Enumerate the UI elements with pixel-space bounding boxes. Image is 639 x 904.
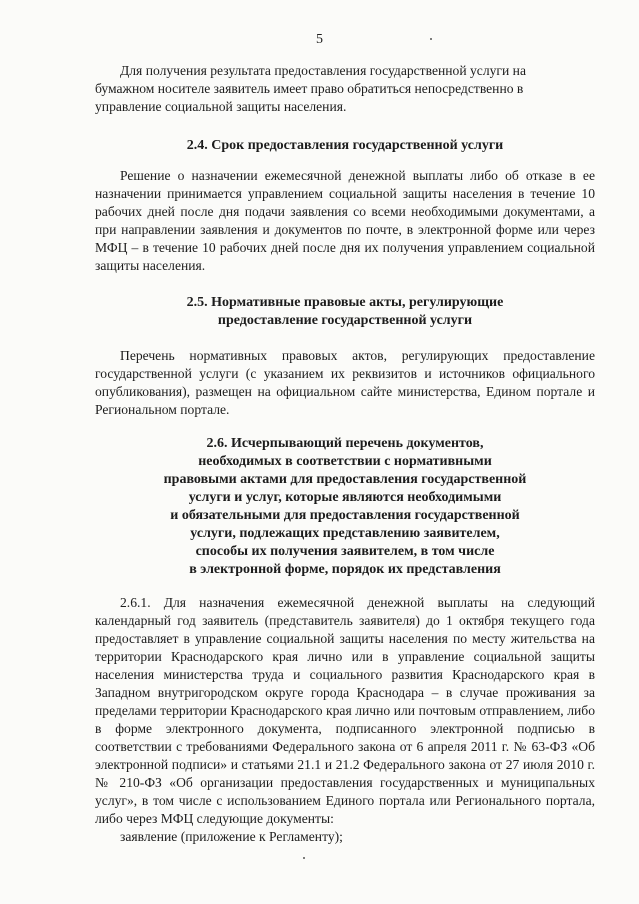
intro-line-3: управление социальной защиты населения. bbox=[95, 99, 347, 114]
intro-line-2: бумажном носителе заявитель имеет право обратиться непосредственно в bbox=[95, 81, 524, 96]
paragraph-2-6-1: 2.6.1. Для назначения ежемесячной денежной выплаты на следующий календарный год заявитель (представитель заявителя) до 1 октября текущего года предоставляет в управление социальной защиты населения по месту жительства на территории Краснодарского края лично или в управление социальной защиты населения министерства труда и социального развития Краснодарского края в Западном внутригородском округе города Краснодара – в случае проживания за пределами территории Краснодарского края лично или почтовым отправлением, либо в форме электронного документа, подписанного электронной подписью в соответствии с требованиями Федерального закона от 6 апреля 2011 г. № 63-ФЗ «Об электронной подписи» и статьями 21.1 и 21.2 Федерального закона от 27 июля 2010 г. № 210-ФЗ «Об организации предоставления государственных и муниципальных услуг», в том числе с использованием Единого портала или Регионального портала, либо через МФЦ следующие документы: bbox=[95, 595, 595, 826]
section-2-6-heading: 2.6. Исчерпывающий перечень документов, необходимых в соответствии с нормативными правовыми актами для предоставления государственной услуги и услуг, которые являются необходимыми и обязательными для предоставления государственной услуги, подлежащих представлению заявителем, способы их получения заявителем, в том числе в электронной форме, порядок их представления bbox=[163, 436, 527, 577]
document-list-item: заявление (приложение к Регламенту); bbox=[120, 829, 343, 844]
section-2-4-body: Решение о назначении ежемесячной денежной выплаты либо об отказе в ее назначении принимается управлением социальной защиты населения в течение 10 рабочих дней после дня подачи заявления со всеми необходимыми документами, а при направлении заявления и документов по почте, в электронной форме или через МФЦ – в течение 10 рабочих дней после дня их получения управлением социальной защиты населения. bbox=[95, 168, 595, 273]
section-2-5-body: Перечень нормативных правовых актов, регулирующих предоставление государственной услуги (с указанием их реквизитов и источников официального опубликования), размещен на официальном сайте министерства, Едином портале и Региональном портале. bbox=[95, 348, 595, 417]
page-number: 5 bbox=[316, 32, 323, 47]
intro-line-1: Для получения результата предоставления государственной услуги на bbox=[120, 63, 526, 78]
section-2-4-heading: 2.4. Срок предоставления государственной услуги bbox=[186, 138, 504, 153]
scan-speck bbox=[430, 38, 432, 40]
section-2-5-heading: 2.5. Нормативные правовые акты, регулирующие предоставление государственной услуги bbox=[186, 295, 504, 328]
intro-paragraph bbox=[95, 62, 595, 116]
scan-speck bbox=[303, 857, 305, 859]
section-2-6-1-body bbox=[95, 594, 595, 846]
